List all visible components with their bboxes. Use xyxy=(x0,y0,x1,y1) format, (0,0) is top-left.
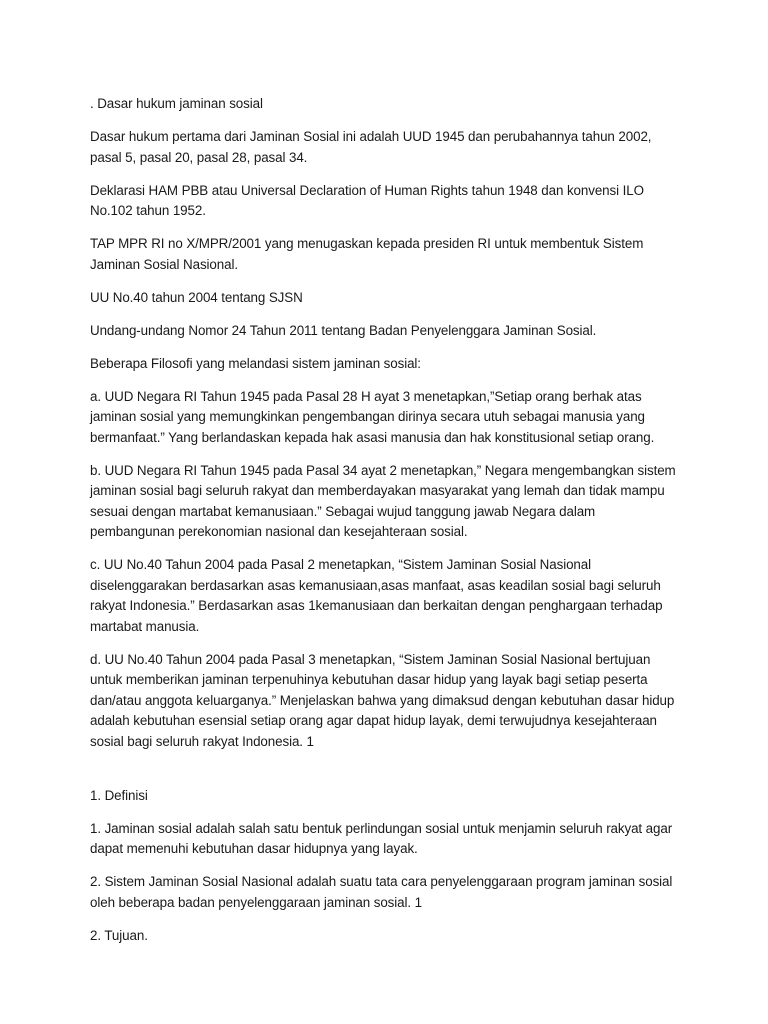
paragraph-uud-1945: Dasar hukum pertama dari Jaminan Sosial ini adalah UUD 1945 dan perubahannya tahun 2002, pasal 5, pasal 20, pasal 28, pasal 34. xyxy=(90,129,652,165)
section-heading-tujuan: 2. Tujuan. xyxy=(90,927,148,943)
paragraph-filosofi-c: c. UU No.40 Tahun 2004 pada Pasal 2 menetapkan, “Sistem Jaminan Sosial Nasional diselenggarakan berdasarkan asas kemanusiaan,asas manfaat, asas keadilan sosial bagi seluruh rakyat Indonesia.” Berdasarkan asas 1kemanusiaan dan berkaitan dengan penghargaan terhadap martabat manusia. xyxy=(90,557,663,634)
paragraph-uu-24-2011: Undang-undang Nomor 24 Tahun 2011 tentang Badan Penyelenggara Jaminan Sosial. xyxy=(90,322,597,338)
document-body xyxy=(90,94,680,959)
definisi-item-1: 1. Jaminan sosial adalah salah satu bentuk perlindungan sosial untuk menjamin seluruh rakyat agar dapat memenuhi kebutuhan dasar hidupnya yang layak. xyxy=(90,820,673,856)
paragraph-deklarasi-ham: Deklarasi HAM PBB atau Universal Declaration of Human Rights tahun 1948 dan konvensi ILO No.102 tahun 1952. xyxy=(90,182,644,218)
blank-line xyxy=(90,765,680,786)
section-heading-dasar-hukum: . Dasar hukum jaminan sosial xyxy=(90,96,263,111)
paragraph-filosofi-a: a. UUD Negara RI Tahun 1945 pada Pasal 28 H ayat 3 menetapkan,”Setiap orang berhak atas jaminan sosial yang memungkinkan pengembangan dirinya secara utuh sebagai manusia yang bermanfaat.” Yang berlandaskan kepada hak asasi manusia dan hak konstitusional setiap orang. xyxy=(90,388,655,445)
paragraph-tap-mpr: TAP MPR RI no X/MPR/2001 yang menugaskan kepada presiden RI untuk membentuk Sistem Jaminan Sosial Nasional. xyxy=(90,236,644,272)
paragraph-filosofi-b: b. UUD Negara RI Tahun 1945 pada Pasal 34 ayat 2 menetapkan,” Negara mengembangkan sistem jaminan sosial bagi seluruh rakyat dan memberdayakan masyarakat yang lemah dan tidak mampu sesuai dengan martabat kemanusiaan.” Sebagai wujud tanggung jawab Negara dalam pembangunan perekonomian nasional dan kesejahteraan sosial. xyxy=(90,462,676,539)
definisi-item-2: 2. Sistem Jaminan Sosial Nasional adalah suatu tata cara penyelenggaraan program jaminan sosial oleh beberapa badan penyelenggaraan jaminan sosial. 1 xyxy=(90,874,673,910)
paragraph-uu-40-2004: UU No.40 tahun 2004 tentang SJSN xyxy=(90,289,303,305)
paragraph-filosofi-intro: Beberapa Filosofi yang melandasi sistem jaminan sosial: xyxy=(90,355,421,371)
paragraph-filosofi-d: d. UU No.40 Tahun 2004 pada Pasal 3 menetapkan, “Sistem Jaminan Sosial Nasional bertujuan untuk memberikan jaminan terpenuhinya kebutuhan dasar hidup yang layak bagi setiap peserta dan/atau anggota keluarganya.” Menjelaskan bahwa yang dimaksud dengan kebutuhan dasar hidup adalah kebutuhan esensial setiap orang agar dapat hidup layak, demi terwujudnya kesejahteraan sosial bagi seluruh rakyat Indonesia. 1 xyxy=(90,651,675,749)
section-heading-definisi: 1. Definisi xyxy=(90,787,148,803)
